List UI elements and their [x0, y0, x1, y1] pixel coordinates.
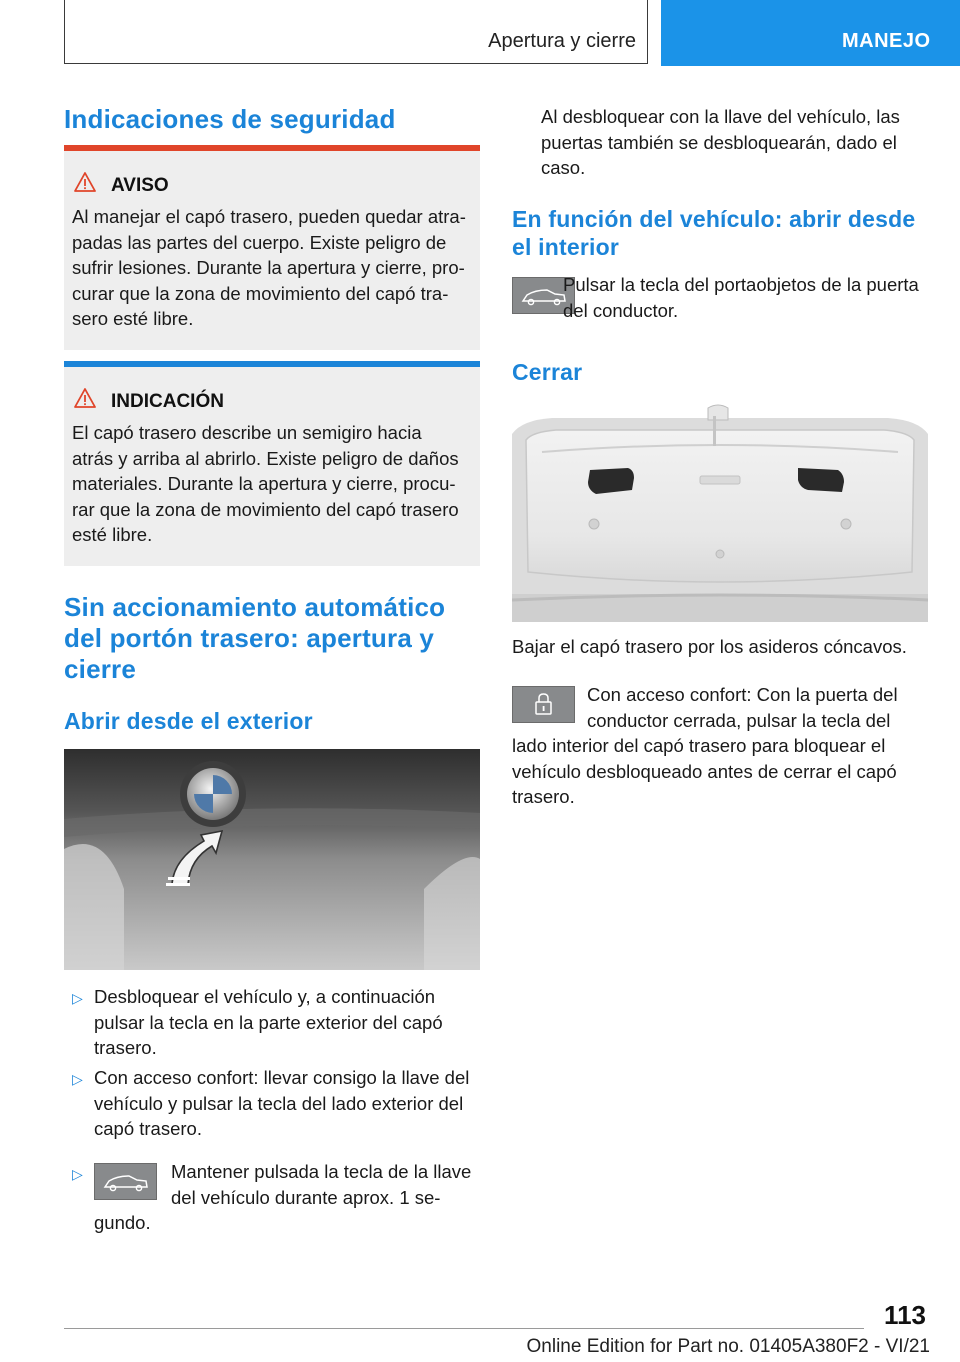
heading-line: Sin accionamiento automático: [64, 592, 446, 622]
heading-no-automatic: [64, 592, 445, 685]
bullet-line: Con acceso confort: llevar consigo la llave del: [94, 1067, 470, 1088]
notice-line: atrás y arriba al abrirlo. Existe peligro de daños: [72, 447, 459, 469]
comfort-text-top: [587, 682, 933, 733]
heading-open-exterior: Abrir desde el exterior: [64, 708, 313, 734]
footer-divider: [64, 1328, 864, 1329]
heading-close: Cerrar: [512, 359, 583, 385]
intro-line: puertas también se desbloquearán, dado el: [541, 131, 897, 153]
comfort-line: vehículo desbloqueado antes de cerrar el capó: [512, 760, 897, 782]
chapter-label: MANEJO: [842, 30, 931, 52]
trunk-exterior-image: [64, 749, 480, 970]
trunk-interior-image: [512, 404, 928, 622]
header-chapter-tab: [661, 0, 960, 66]
warning-line: padas las partes del cuerpo. Existe peligro de: [72, 231, 447, 253]
comfort-line: lado interior del capó trasero para bloquear el: [512, 735, 886, 756]
warning-text: [72, 204, 480, 332]
footer-edition: Online Edition for Part no. 01405A380F2 - VI/21: [526, 1336, 930, 1357]
notice-line: esté libre.: [72, 524, 153, 545]
interior-text: [563, 272, 933, 323]
notice-line: El capó trasero describe un semigiro hacia: [72, 422, 422, 443]
intro-line: caso.: [541, 157, 586, 178]
bullet-marker: ▷: [72, 1071, 83, 1087]
bullet-item-hold: [171, 1159, 480, 1210]
bullet-line: Mantener pulsada la tecla de la llave: [171, 1161, 472, 1182]
bullet-item: [94, 984, 480, 1061]
bullet-marker: ▷: [72, 1166, 83, 1182]
bullet-line: gundo.: [94, 1212, 151, 1233]
bullet-marker: ▷: [72, 990, 83, 1006]
intro-text: [541, 104, 931, 181]
notice-line: materiales. Durante la apertura y cierre, procu-: [72, 473, 456, 494]
comfort-line: Con acceso confort: Con la puerta del: [587, 684, 898, 705]
warning-line: Al manejar el capó trasero, pueden quedar atra-: [72, 206, 466, 227]
header-section-title: Apertura y cierre: [488, 30, 636, 52]
comfort-line: trasero.: [512, 786, 575, 807]
heading-line: cierre: [64, 654, 137, 684]
bullet-line: trasero.: [94, 1037, 157, 1058]
warning-line: sufrir lesiones. Durante la apertura y cierre, pro-: [72, 257, 465, 278]
comfort-line: conductor cerrada, pulsar la tecla del: [587, 709, 891, 731]
bullet-line: del vehículo durante aprox. 1 se-: [171, 1186, 441, 1208]
page-number: 113: [884, 1300, 926, 1330]
close-caption: Bajar el capó trasero por los asideros cóncavos.: [512, 636, 907, 657]
bullet-line: capó trasero.: [94, 1118, 202, 1139]
bullet-line: vehículo y pulsar la tecla del lado exterior del: [94, 1092, 464, 1114]
warning-title: AVISO: [111, 175, 169, 196]
bullet-item: [94, 1065, 480, 1142]
bullet-line: Desbloquear el vehículo y, a continuación: [94, 986, 436, 1007]
notice-title: INDICACIÓN: [111, 391, 224, 412]
comfort-text-bottom: [512, 733, 932, 810]
notice-line: rar que la zona de movimiento del capó trasero: [72, 498, 459, 520]
warning-triangle-icon: [74, 171, 96, 193]
heading-line: En función del vehículo: abrir desde: [512, 206, 916, 232]
notice-text: [72, 420, 480, 548]
notice-triangle-icon: [74, 387, 96, 409]
heading-line: el interior: [512, 234, 620, 260]
warning-line: curar que la zona de movimiento del capó tra-: [72, 282, 449, 304]
lock-button-icon: [512, 686, 575, 723]
heading-safety: Indicaciones de seguridad: [64, 104, 396, 134]
bullet-line: pulsar la tecla en la parte exterior del capó: [94, 1011, 443, 1033]
warning-line: sero esté libre.: [72, 308, 194, 329]
interior-line: del conductor.: [563, 299, 679, 321]
intro-line: Al desbloquear con la llave del vehículo, las: [541, 106, 900, 127]
interior-line: Pulsar la tecla del portaobjetos de la puerta: [563, 274, 919, 295]
heading-open-interior: [512, 205, 915, 261]
heading-line: del portón trasero: apertura y: [64, 623, 435, 653]
car-trunk-button-icon: [94, 1163, 157, 1200]
